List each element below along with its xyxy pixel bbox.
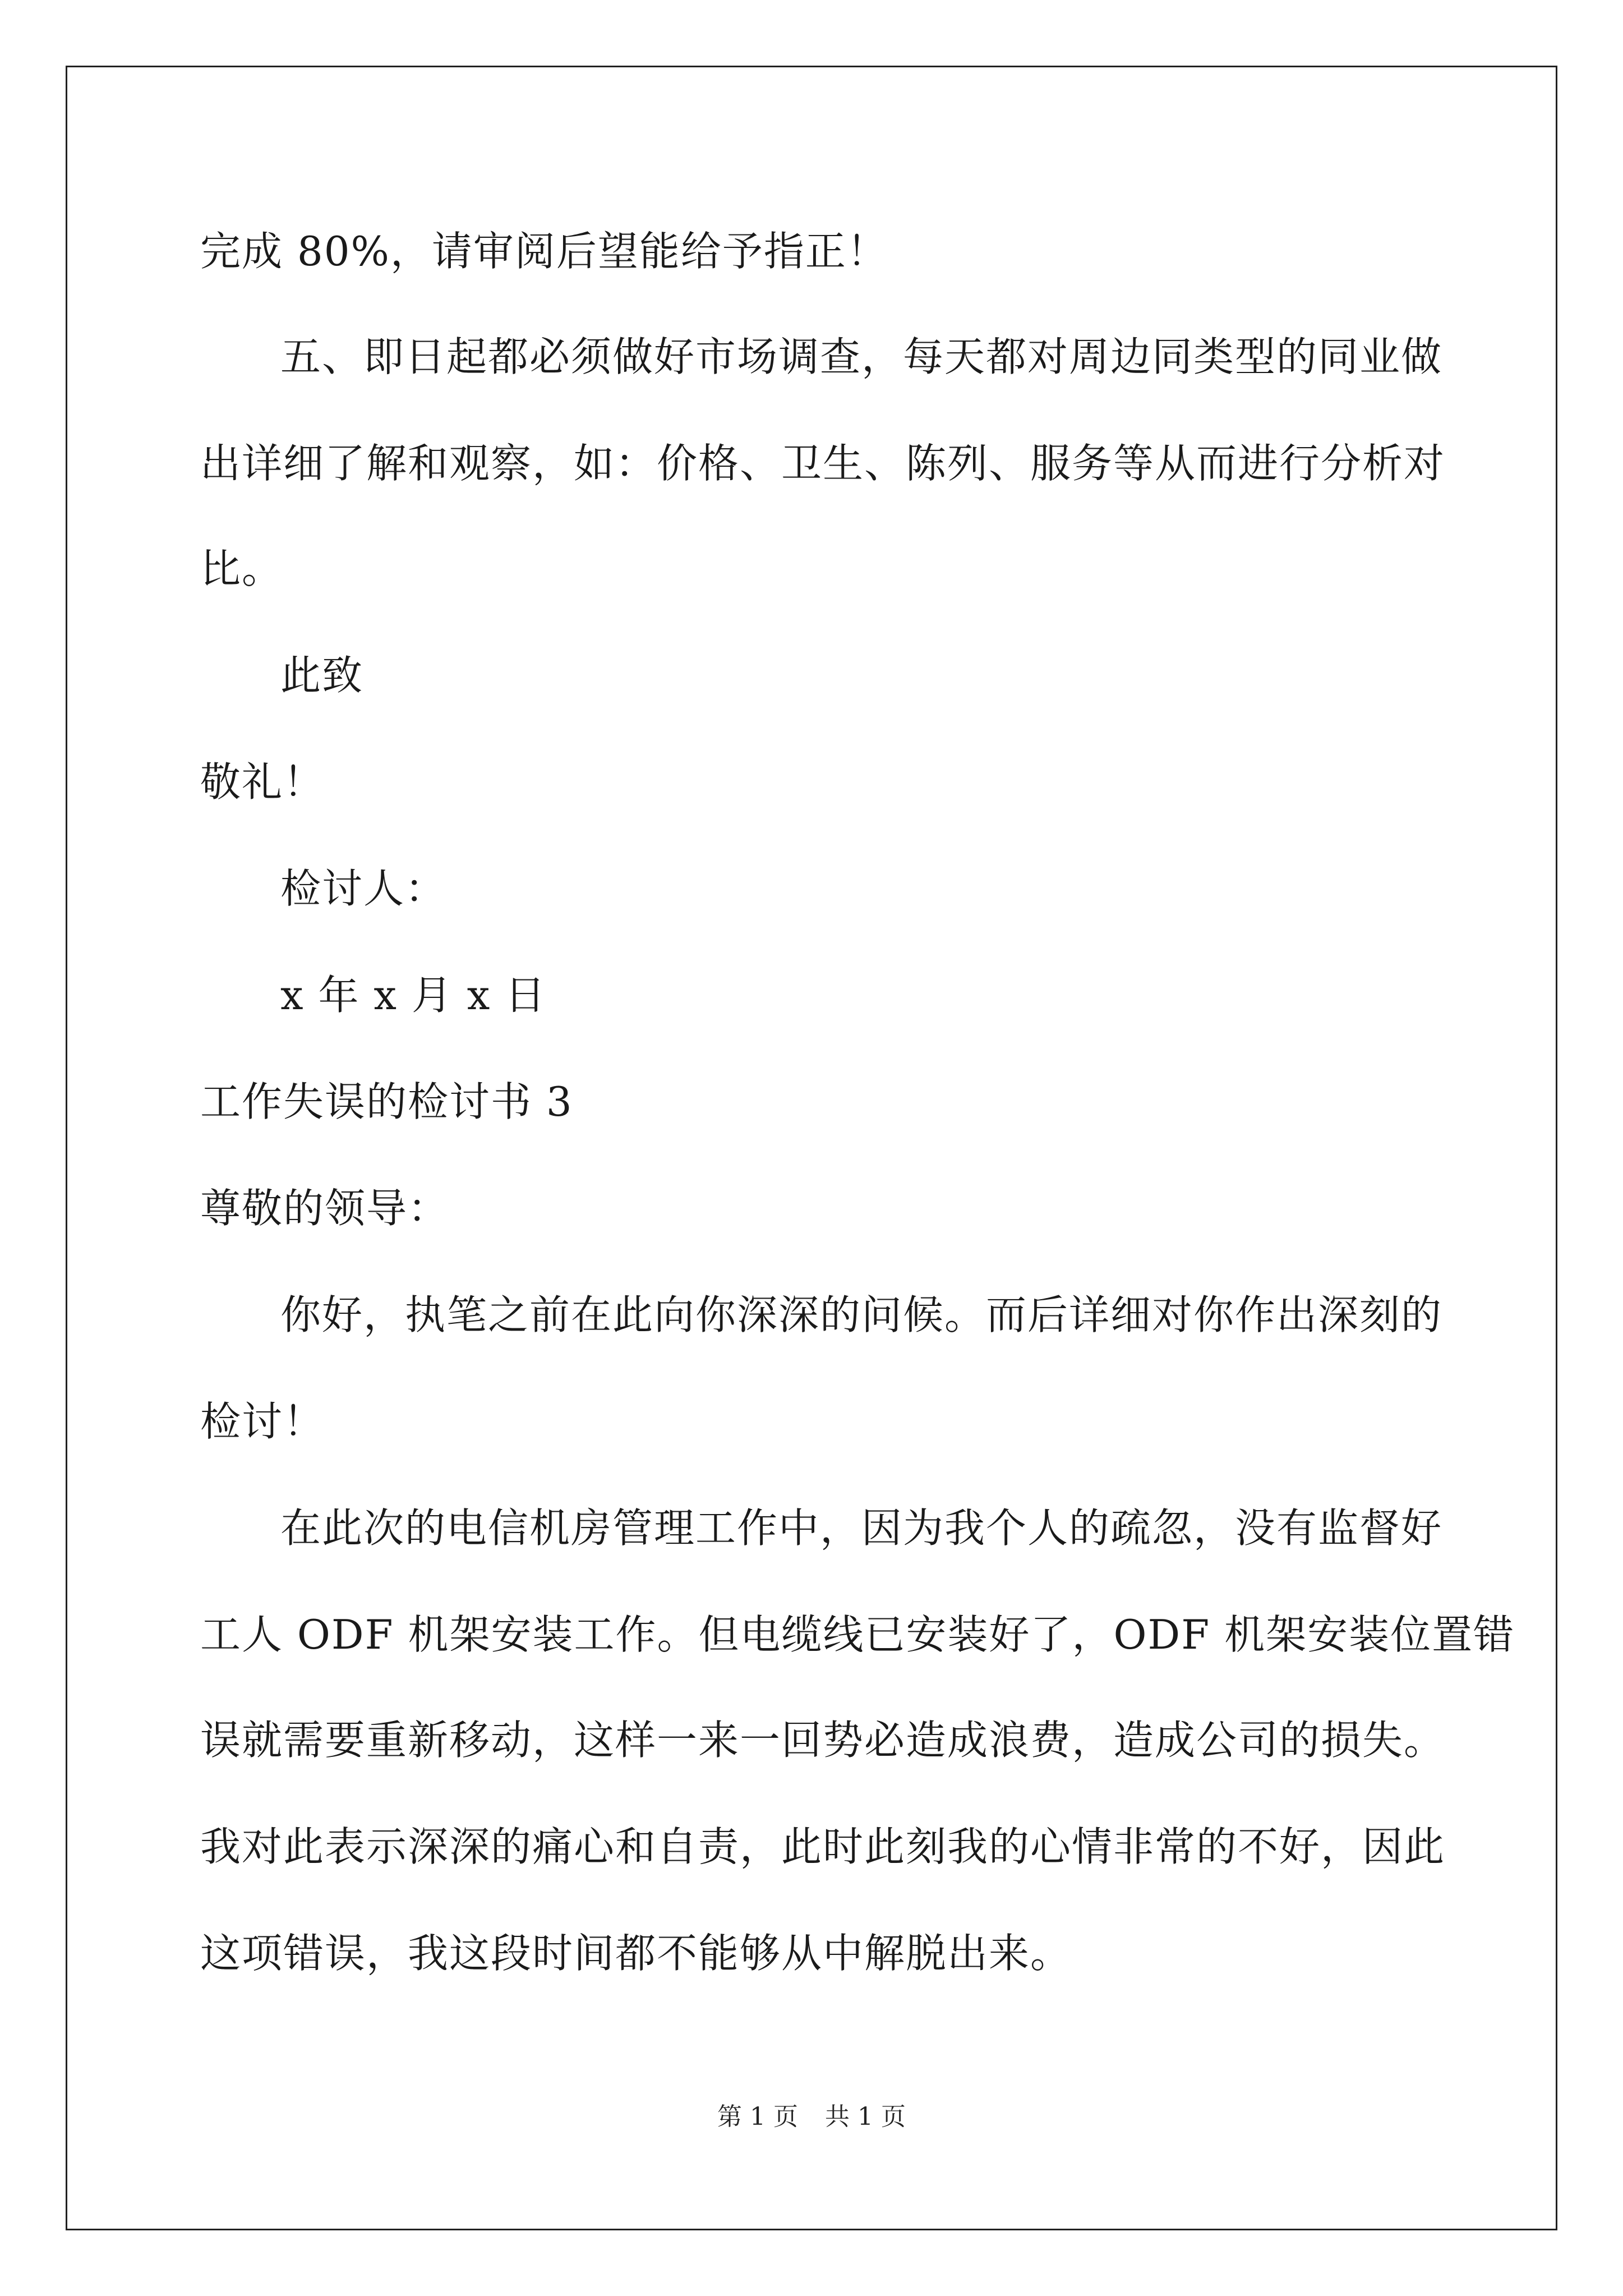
text-line: 尊敬的领导： <box>200 1185 450 1232</box>
page-border <box>66 66 1557 2230</box>
text-line: 工人 ODF 机架安装工作。但电缆线已安装好了，ODF 机架安装位置错 <box>200 1611 1515 1658</box>
text-line: 比。 <box>200 545 284 592</box>
text-line: 工作失误的检讨书 3 <box>200 1078 573 1125</box>
page-footer <box>0 2102 1623 2131</box>
text-line: 此致 <box>280 652 364 699</box>
page-total: 共 1 页 <box>825 2102 906 2131</box>
text-line: 检讨！ <box>200 1398 325 1445</box>
text-line: 我对此表示深深的痛心和自责，此时此刻我的心情非常的不好，因此 <box>200 1823 1446 1870</box>
text-line: 检讨人： <box>280 865 447 912</box>
text-line: 误就需要重新移动，这样一来一回势必造成浪费，造成公司的损失。 <box>200 1717 1446 1764</box>
text-line: x 年 x 月 x 日 <box>280 972 547 1019</box>
text-line: 五、即日起都必须做好市场调查，每天都对周边同类型的同业做 <box>280 333 1443 380</box>
page-number: 第 1 页 <box>717 2102 798 2131</box>
text-line: 完成 80%，请审阅后望能给予指正！ <box>200 228 888 275</box>
text-line: 你好，执笔之前在此向你深深的问候。而后详细对你作出深刻的 <box>280 1291 1443 1338</box>
text-line: 在此次的电信机房管理工作中，因为我个人的疏忽，没有监督好 <box>280 1504 1443 1552</box>
text-line: 这项错误，我这段时间都不能够从中解脱出来。 <box>200 1930 1072 1977</box>
text-line: 出详细了解和观察，如：价格、卫生、陈列、服务等从而进行分析对 <box>200 440 1446 487</box>
text-line: 敬礼！ <box>200 758 325 806</box>
